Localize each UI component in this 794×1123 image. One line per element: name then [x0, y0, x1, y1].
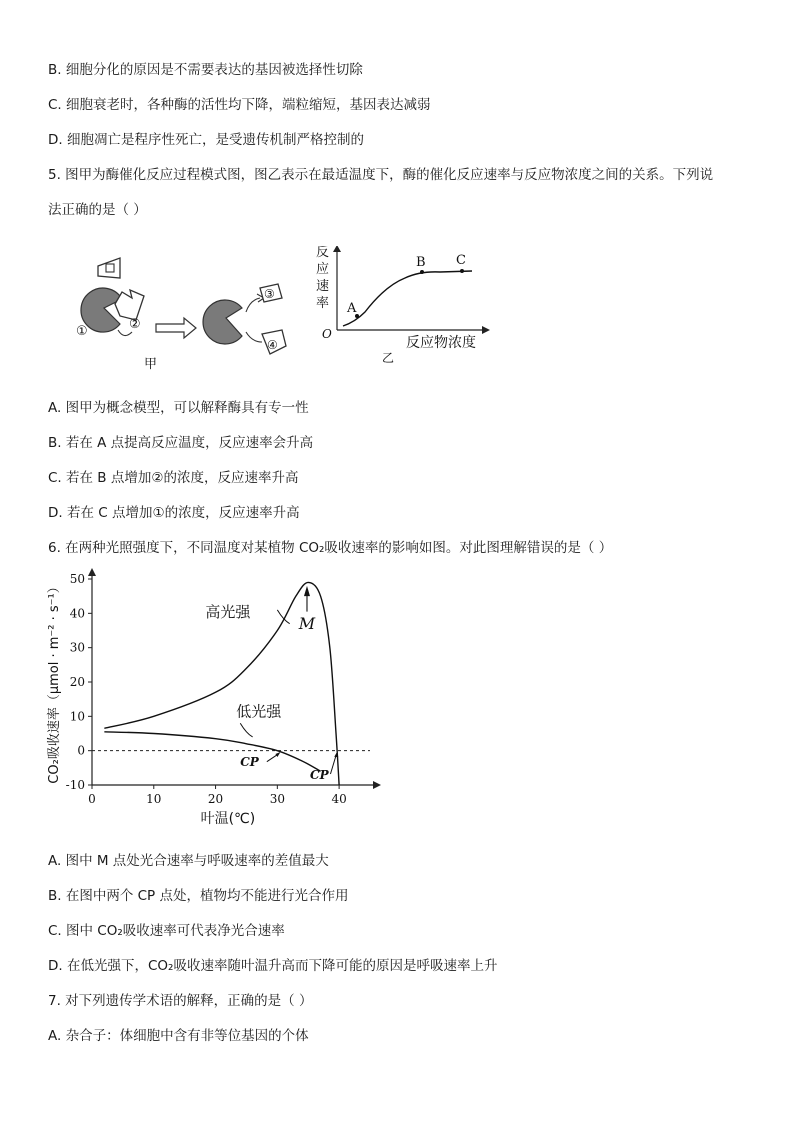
q6-option-a: A. 图中 M 点处光合速率与呼吸速率的差值最大: [48, 853, 329, 869]
q5-option-b: B. 若在 A 点提高反应温度，反应速率会升高: [48, 435, 314, 451]
q5-stem-line2: 法正确的是（ ）: [48, 202, 147, 218]
label-2: ②: [129, 317, 141, 332]
y-tick-label: 40: [69, 606, 85, 621]
q5-stem-line1: 5. 图甲为酶催化反应过程模式图，图乙表示在最适温度下，酶的催化反应速率与反应物浓度之间的关系。下列说: [48, 167, 714, 183]
q7-option-a: A. 杂合子：体细胞中含有非等位基因的个体: [48, 1028, 309, 1044]
x-tick-label: 10: [146, 792, 162, 806]
q6-stem: 6. 在两种光照强度下，不同温度对某植物 CO₂吸收速率的影响如图。对此图理解错误的是（ ）: [48, 540, 613, 556]
m-arrow-head: [304, 586, 310, 596]
yi-ylabel-4: 率: [316, 296, 330, 311]
yi-ylabel-3: 速: [316, 279, 330, 294]
fig-yi-caption: 乙: [382, 351, 395, 365]
q6-chart: [40, 565, 390, 835]
yi-ylabel-1: 反: [316, 246, 330, 260]
yi-ylabel-2: 应: [316, 262, 330, 277]
point-c-label: C: [456, 253, 466, 268]
q6-option-d: D. 在低光强下，CO₂吸收速率随叶温升高而下降可能的原因是呼吸速率上升: [48, 958, 498, 974]
q4-option-b: B. 细胞分化的原因是不需要表达的基因被选择性切除: [48, 62, 363, 78]
q6-option-c: C. 图中 CO₂吸收速率可代表净光合速率: [48, 923, 285, 939]
label-1: ①: [76, 324, 88, 339]
y-tick-label: 0: [77, 743, 85, 758]
reaction-arrow: [156, 318, 196, 338]
cp-arrow-low-head: [275, 752, 280, 757]
x-tick-label: 40: [331, 792, 347, 806]
point-b-label: B: [416, 255, 426, 270]
q5-option-a: A. 图甲为概念模型，可以解释酶具有专一性: [48, 400, 309, 416]
y-tick-label: -10: [65, 778, 85, 792]
y-tick-label: 30: [69, 640, 85, 655]
y-tick-label: 10: [69, 709, 85, 724]
x-tick-label: 20: [207, 792, 224, 806]
x-axis-label: 叶温(℃): [200, 811, 256, 827]
high-light-label: 高光强: [205, 602, 251, 621]
low-label-leader: [240, 723, 252, 737]
m-label: M: [298, 613, 316, 633]
q5-option-d: D. 若在 C 点增加①的浓度，反应速率升高: [48, 505, 300, 521]
yi-origin: O: [322, 327, 332, 341]
y-axis-label: CO₂吸收速率（μmol · m⁻² · s⁻¹）: [47, 580, 62, 784]
q4-option-d: D. 细胞凋亡是程序性死亡，是受遗传机制严格控制的: [48, 132, 364, 148]
q7-stem: 7. 对下列遗传学术语的解释，正确的是（ ）: [48, 993, 313, 1009]
x-tick-label: 0: [88, 792, 96, 806]
point-a-label: A: [347, 301, 357, 316]
q6-option-b: B. 在图中两个 CP 点处，植物均不能进行光合作用: [48, 888, 349, 904]
label-3: ③: [264, 287, 275, 301]
y-tick-label: 20: [69, 675, 85, 689]
cp-label-low: CP: [240, 755, 259, 770]
low-light-curve: [104, 732, 320, 771]
rate-curve-yi: [316, 246, 490, 365]
y-tick-label: 50: [69, 572, 85, 586]
yi-xlabel: 反应物浓度: [406, 335, 476, 351]
fig-jia-caption: 甲: [144, 357, 158, 372]
x-tick-label: 30: [269, 792, 285, 806]
q5-figure: [60, 246, 500, 376]
q5-option-c: C. 若在 B 点增加②的浓度，反应速率升高: [48, 470, 299, 486]
x-axis-arrow: [373, 781, 381, 789]
enzyme-after-shape: [203, 300, 242, 344]
cp-label-high: CP: [310, 767, 329, 782]
q4-option-c: C. 细胞衰老时，各种酶的活性均下降，端粒缩短，基因表达减弱: [48, 97, 431, 113]
yi-curve: [343, 271, 472, 326]
label-4: ④: [267, 338, 278, 352]
y-axis-arrow: [88, 568, 96, 576]
enzyme-model-jia: [76, 258, 286, 372]
low-light-label: 低光强: [236, 702, 282, 721]
